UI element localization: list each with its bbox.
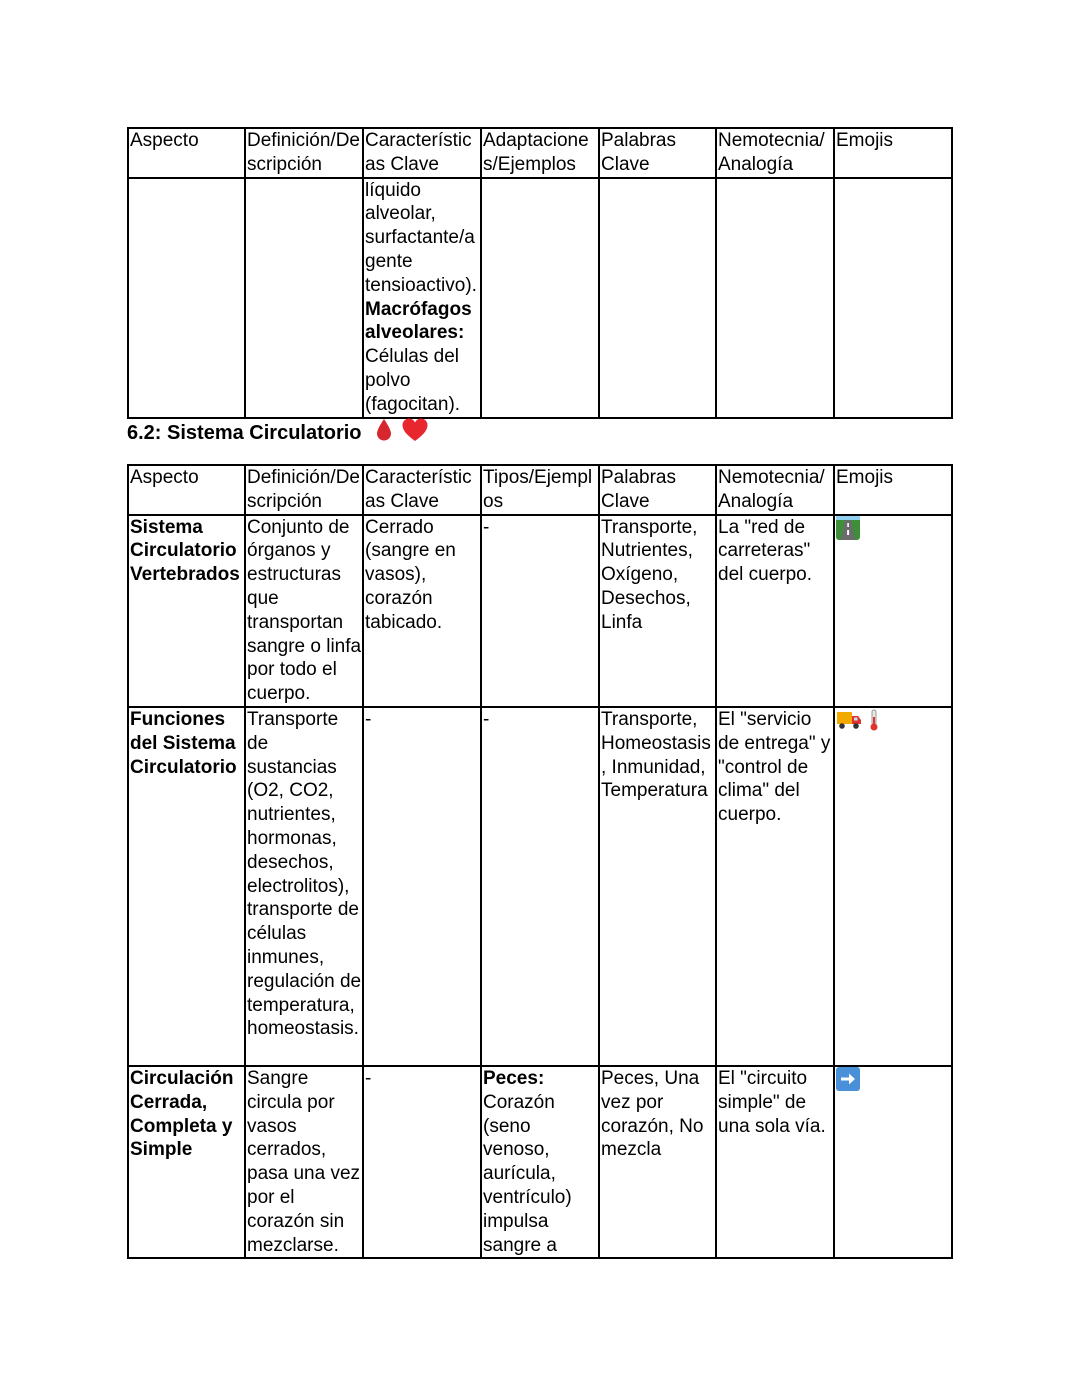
- cell-tipos: -: [481, 515, 599, 707]
- cell-definicion: Transporte de sustancias (O2, CO2, nutrientes, hormonas, desechos, electrolitos), transporte de células inmunes, regulación de temperatura, homeostasis.: [245, 707, 363, 1066]
- cell-definicion: Sangre circula por vasos cerrados, pasa una vez por el corazón sin mezclarse.: [245, 1066, 363, 1258]
- table-row: [128, 707, 952, 1066]
- table-header-row: [128, 128, 952, 178]
- tipos-bold-label: Peces:: [483, 1067, 545, 1089]
- red-heart-icon: [401, 417, 429, 450]
- respiratory-table-continuation: [127, 127, 953, 419]
- cell-definicion: [245, 178, 363, 418]
- cell-nemotecnia: El "circuito simple" de una sola vía.: [716, 1066, 834, 1258]
- text-line: alveolar,: [365, 203, 436, 225]
- road-icon: [836, 516, 860, 547]
- text-line: (fagocitan).: [365, 393, 461, 415]
- text-line: surfactante/a: [365, 227, 475, 249]
- cell-palabras: [599, 178, 716, 418]
- table-row: [128, 178, 952, 418]
- circulatory-table: [127, 464, 953, 1259]
- cell-tipos: -: [481, 707, 599, 1066]
- text-line: polvo: [365, 369, 411, 391]
- header-nemotecnia: Nemotecnia/Analogía: [716, 128, 834, 178]
- header-tipos: Tipos/Ejemplos: [481, 465, 599, 515]
- cell-emojis: [834, 515, 952, 707]
- table-row: [128, 1066, 952, 1258]
- cell-tipos: [481, 1066, 599, 1258]
- table-header-row: [128, 465, 952, 515]
- cell-adaptaciones: [481, 178, 599, 418]
- text-line: tensioactivo).: [365, 274, 477, 296]
- cell-aspecto: [128, 178, 245, 418]
- thermometer-icon: [867, 708, 881, 739]
- text-line: líquido: [365, 179, 421, 201]
- section-heading: [127, 417, 429, 450]
- cell-aspecto: Sistema Circulatorio Vertebrados: [128, 515, 245, 707]
- drop-of-blood-icon: [375, 418, 393, 449]
- tipos-text: Corazón (seno venoso, aurícula, ventrículo) impulsa sangre a: [483, 1091, 572, 1256]
- cell-nemotecnia: El "servicio de entrega" y "control de clima" del cuerpo.: [716, 707, 834, 1066]
- text-line-bold: Macrófagos: [365, 298, 472, 320]
- cell-caracteristicas: -: [363, 707, 481, 1066]
- cell-emojis: [834, 178, 952, 418]
- cell-emojis: [834, 1066, 952, 1258]
- text-line: Células del: [365, 346, 459, 368]
- right-arrow-icon: [836, 1067, 860, 1098]
- cell-caracteristicas: [363, 178, 481, 418]
- header-caracteristicas: Características Clave: [363, 128, 481, 178]
- header-definicion: Definición/Descripción: [245, 128, 363, 178]
- cell-caracteristicas: Cerrado (sangre en vasos), corazón tabicado.: [363, 515, 481, 707]
- cell-definicion: Conjunto de órganos y estructuras que transportan sangre o linfa por todo el cuerpo.: [245, 515, 363, 707]
- delivery-truck-icon: [836, 709, 862, 738]
- table-row: [128, 515, 952, 707]
- text-line: gente: [365, 250, 413, 272]
- header-emojis: Emojis: [834, 128, 952, 178]
- cell-nemotecnia: [716, 178, 834, 418]
- cell-aspecto: Circulación Cerrada, Completa y Simple: [128, 1066, 245, 1258]
- header-definicion: Definición/Descripción: [245, 465, 363, 515]
- header-palabras: Palabras Clave: [599, 465, 716, 515]
- header-nemotecnia: Nemotecnia/Analogía: [716, 465, 834, 515]
- header-adaptaciones: Adaptaciones/Ejemplos: [481, 128, 599, 178]
- cell-emojis: [834, 707, 952, 1066]
- header-aspecto: Aspecto: [128, 128, 245, 178]
- header-emojis: Emojis: [834, 465, 952, 515]
- header-aspecto: Aspecto: [128, 465, 245, 515]
- cell-palabras: Peces, Una vez por corazón, No mezcla: [599, 1066, 716, 1258]
- text-line-bold: alveolares:: [365, 322, 465, 344]
- cell-aspecto: Funciones del Sistema Circulatorio: [128, 707, 245, 1066]
- cell-palabras: Transporte, Nutrientes, Oxígeno, Desechos, Linfa: [599, 515, 716, 707]
- header-caracteristicas: Características Clave: [363, 465, 481, 515]
- section-title-text: 6.2: Sistema Circulatorio: [127, 421, 362, 444]
- header-palabras: Palabras Clave: [599, 128, 716, 178]
- cell-nemotecnia: La "red de carreteras" del cuerpo.: [716, 515, 834, 707]
- cell-palabras: Transporte, Homeostasis, Inmunidad, Temperatura: [599, 707, 716, 1066]
- cell-caracteristicas: -: [363, 1066, 481, 1258]
